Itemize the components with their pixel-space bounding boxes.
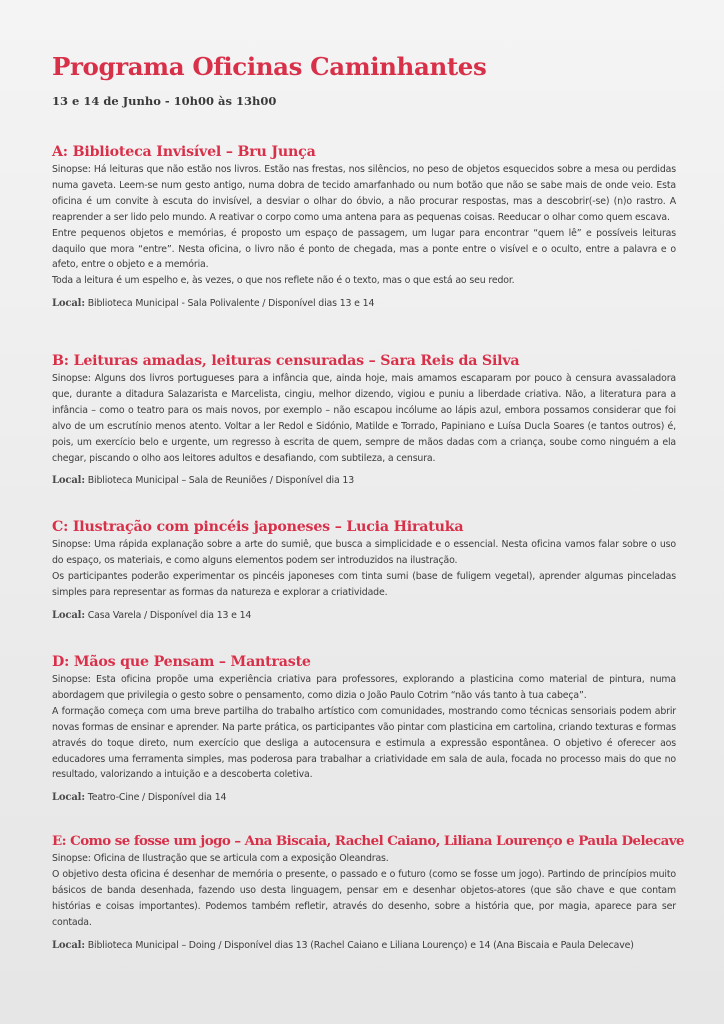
- workshop-b: [52, 352, 676, 488]
- synopsis-paragraph: Toda a leitura é um espelho e, às vezes, o que nos reflete não é o texto, mas o que está ao seu redor.: [52, 275, 515, 287]
- workshop-synopsis: [52, 851, 676, 931]
- location-label: Local:: [52, 939, 85, 951]
- synopsis-paragraph: Os participantes poderão experimentar os pincéis japoneses com tinta sumi (base de fuligem vegetal), aprender algumas pinceladas simples para representar as formas da natureza e explorar a criatividade.: [52, 570, 676, 598]
- location-label: Local:: [52, 475, 85, 487]
- location-label: Local:: [52, 609, 85, 621]
- workshop-e: [52, 832, 684, 953]
- synopsis-paragraph: Sinopse: Uma rápida explanação sobre a arte do sumiê, que busca a simplicidade e o essencial. Nesta oficina vamos falar sobre o uso do espaço, os materiais, e como alguns elementos podem ser introduzidos na ilustração.: [52, 539, 676, 566]
- workshop-location: [52, 474, 676, 488]
- location-text: Biblioteca Municipal – Doing / Disponível dias 13 (Rachel Caiano e Liliana Lourenço) e 14 (Ana Biscaia e Paula Delecave): [87, 939, 634, 951]
- workshop-title: C: Ilustração com pincéis japoneses – Lucia Hiratuka: [52, 519, 464, 535]
- synopsis-paragraph: Entre pequenos objetos e memórias, é proposto um espaço de passagem, um lugar para encontrar “quem lê” e possíveis leituras daquilo que mora “entre”. Nesta oficina, o livro não é ponto de chegada, mas a ponte entre o visível e o oculto, entre a palavra e o afeto, entre o objeto e a memória.: [52, 227, 676, 271]
- location-label: Local:: [52, 298, 85, 310]
- synopsis-paragraph: Sinopse: Alguns dos livros portugueses para a infância que, ainda hoje, mais amamos escaparam por pouco à censura avassaladora que, durante a ditadura Salazarista e Marcelista, cingiu, melhor dizendo, vigiou e puniu a liberdade criativa. Não, a literatura para a infância – como o teatro para os mais novos, por exemplo – não escapou incólume ao lápis azul, embora possamos considerar que foi alvo de um escrutínio menos atento. Voltar a ler Redol e Sidónio, Matilde e Torrado, Papiniano e Luísa Ducla Soares (e tantos outros) é, pois, um exercício belo e urgente, um regresso à escrita de quem, sempre de mãos dadas com a criança, soube como ninguém a ela chegar, piscando o olho aos leitores adultos e desafiando, com subtileza, a censura.: [52, 373, 676, 464]
- synopsis-paragraph: O objetivo desta oficina é desenhar de memória o presente, o passado e o futuro (como se fosse um jogo). Partindo de princípios muito básicos de banda desenhada, fazendo uso desta linguagem, pensar em e desenhar objetos-atores (que são chave e que contam histórias e coisas importantes). Podemos também refletir, através do desenho, sobre a história que, por magia, aparece para ser contada.: [52, 868, 676, 928]
- workshop-synopsis: [52, 371, 676, 466]
- location-label: Local:: [52, 792, 85, 804]
- synopsis-paragraph: Sinopse: Oficina de Ilustração que se articula com a exposição Oleandras.: [52, 853, 389, 864]
- synopsis-paragraph: A formação começa com uma breve partilha do trabalho artístico com comunidades, mostrando como técnicas sensoriais podem abrir novas formas de ensinar e aprender. Na parte prática, os participantes vão pintar com plasticina em cartolina, criando texturas e formas através do toque direto, num exercício que desliga a autocensura e estimula a expressão espontânea. O objetivo é oferecer aos educadores uma ferramenta simples, mas poderosa para trabalhar a criatividade em sala de aula, focada no processo mais do que no resultado, valorizando a intuição e a descoberta coletiva.: [52, 705, 676, 781]
- workshop-d: [52, 653, 676, 805]
- workshop-synopsis: [52, 537, 676, 601]
- workshop-synopsis: [52, 162, 676, 289]
- workshop-title: E: Como se fosse um jogo – Ana Biscaia, Rachel Caiano, Liliana Lourenço e Paula Delecave: [52, 833, 684, 849]
- program-page: [52, 52, 676, 109]
- location-text: Casa Varela / Disponível dia 13 e 14: [87, 609, 252, 621]
- workshop-location: [52, 791, 676, 805]
- workshop-title: D: Mãos que Pensam – Mantraste: [52, 654, 311, 670]
- location-text: Biblioteca Municipal - Sala Polivalente / Disponível dias 13 e 14: [87, 298, 375, 310]
- page-title: Programa Oficinas Caminhantes: [52, 52, 487, 81]
- location-text: Biblioteca Municipal – Sala de Reuniões / Disponível dia 13: [87, 475, 355, 487]
- workshop-location: [52, 939, 676, 953]
- workshop-title: B: Leituras amadas, leituras censuradas – Sara Reis da Silva: [52, 353, 520, 369]
- workshop-title: A: Biblioteca Invisível – Bru Junça: [52, 144, 316, 160]
- synopsis-paragraph: Sinopse: Há leituras que não estão nos livros. Estão nas frestas, nos silêncios, no peso de objetos esquecidos sobre a mesa ou perdidas numa gaveta. Leem-se num gesto antigo, numa dobra de tecido amarfanhado ou num botão que não se sabe mais de onde veio. Esta oficina é um convite à escuta do invisível, a desviar o olhar do óbvio, a não procurar respostas, mas a descobrir(-se) (n)o rastro. A reaprender a ser lido pelo mundo. A reativar o corpo como uma antena para as pequenas coisas. Reeducar o olhar como quem escava.: [52, 164, 676, 223]
- workshop-location: [52, 297, 676, 311]
- workshop-c: [52, 518, 676, 623]
- workshop-synopsis: [52, 672, 676, 783]
- location-text: Teatro-Cine / Disponível dia 14: [87, 792, 227, 804]
- workshop-location: [52, 609, 676, 623]
- event-date: 13 e 14 de Junho - 10h00 às 13h00: [52, 94, 277, 108]
- synopsis-paragraph: Sinopse: Esta oficina propõe uma experiência criativa para professores, explorando a plasticina como material de pintura, numa abordagem que privilegia o gesto sobre o pensamento, como dizia o João Paulo Cotrim “não vás tanto à tua cabeça”.: [52, 674, 676, 701]
- workshop-a: [52, 143, 676, 311]
